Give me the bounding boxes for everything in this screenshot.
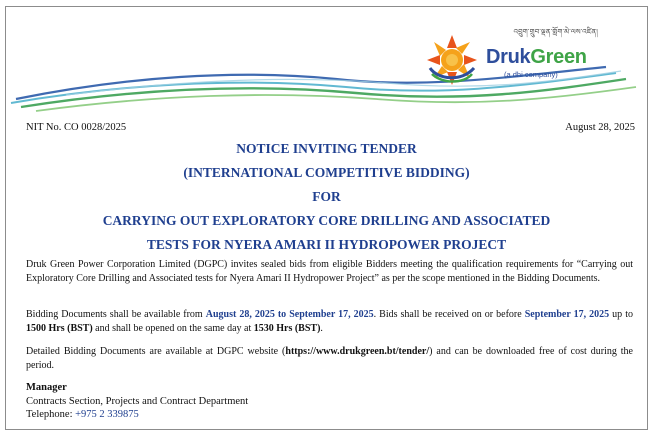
- logo-tagline: (a dhi company): [504, 70, 558, 79]
- title-line: TESTS FOR NYERA AMARI II HYDROPOWER PROJECT: [146, 237, 507, 252]
- drukgreen-logo: [422, 25, 598, 89]
- notice-date: August 28, 2025: [565, 122, 635, 133]
- logo-brand-name: DrukGreen: [486, 46, 587, 68]
- tender-website-link[interactable]: https://www.drukgreen.bt/tender/: [285, 346, 430, 357]
- title-line: FOR: [312, 189, 341, 204]
- title-line: NOTICE INVITING TENDER: [236, 141, 417, 156]
- nit-number: NIT No. CO 0028/2025: [26, 122, 127, 133]
- invitation-paragraph: Druk Green Power Corporation Limited (DGPC) invites sealed bids from eligible Bidders meeting the qualification requirements for “Carrying out Exploratory Core Drilling and Associated tests for Nyera Amari II Hydropower Project” as per the scope mentioned in the Bidding Documents.: [26, 259, 633, 284]
- title-line: CARRYING OUT EXPLORATORY CORE DRILLING AND ASSOCIATED: [102, 213, 551, 228]
- reference-row: [26, 122, 635, 133]
- tender-notice: [5, 6, 648, 430]
- telephone-number: +975 2 339875: [75, 409, 139, 420]
- signature-block: [26, 381, 248, 422]
- signatory-title: Manager: [26, 382, 67, 393]
- notice-title: [16, 137, 637, 257]
- telephone-line: Telephone: +975 2 339875: [26, 409, 139, 420]
- sun-emblem-icon: [422, 31, 484, 87]
- download-paragraph: Detailed Bidding Documents are available at DGPC website (https://www.drukgreen.bt/tender/) and can be downloaded free of cost during the period.: [26, 346, 633, 371]
- bidding-schedule-paragraph: Bidding Documents shall be available from August 28, 2025 to September 17, 2025. Bids shall be received on or before September 17, 2025 up to 1500 Hrs (BST) and shall be opened on the same day at 1530 Hrs (BST).: [26, 309, 633, 334]
- logo-tibetan-text: འབྲུག་གྲུབ་ལྡན་གློག་མེ་ལས་འཛིན།: [513, 28, 598, 36]
- signatory-department: Contracts Section, Projects and Contract Department: [26, 395, 249, 407]
- title-line: (INTERNATIONAL COMPETITIVE BIDDING): [183, 165, 470, 180]
